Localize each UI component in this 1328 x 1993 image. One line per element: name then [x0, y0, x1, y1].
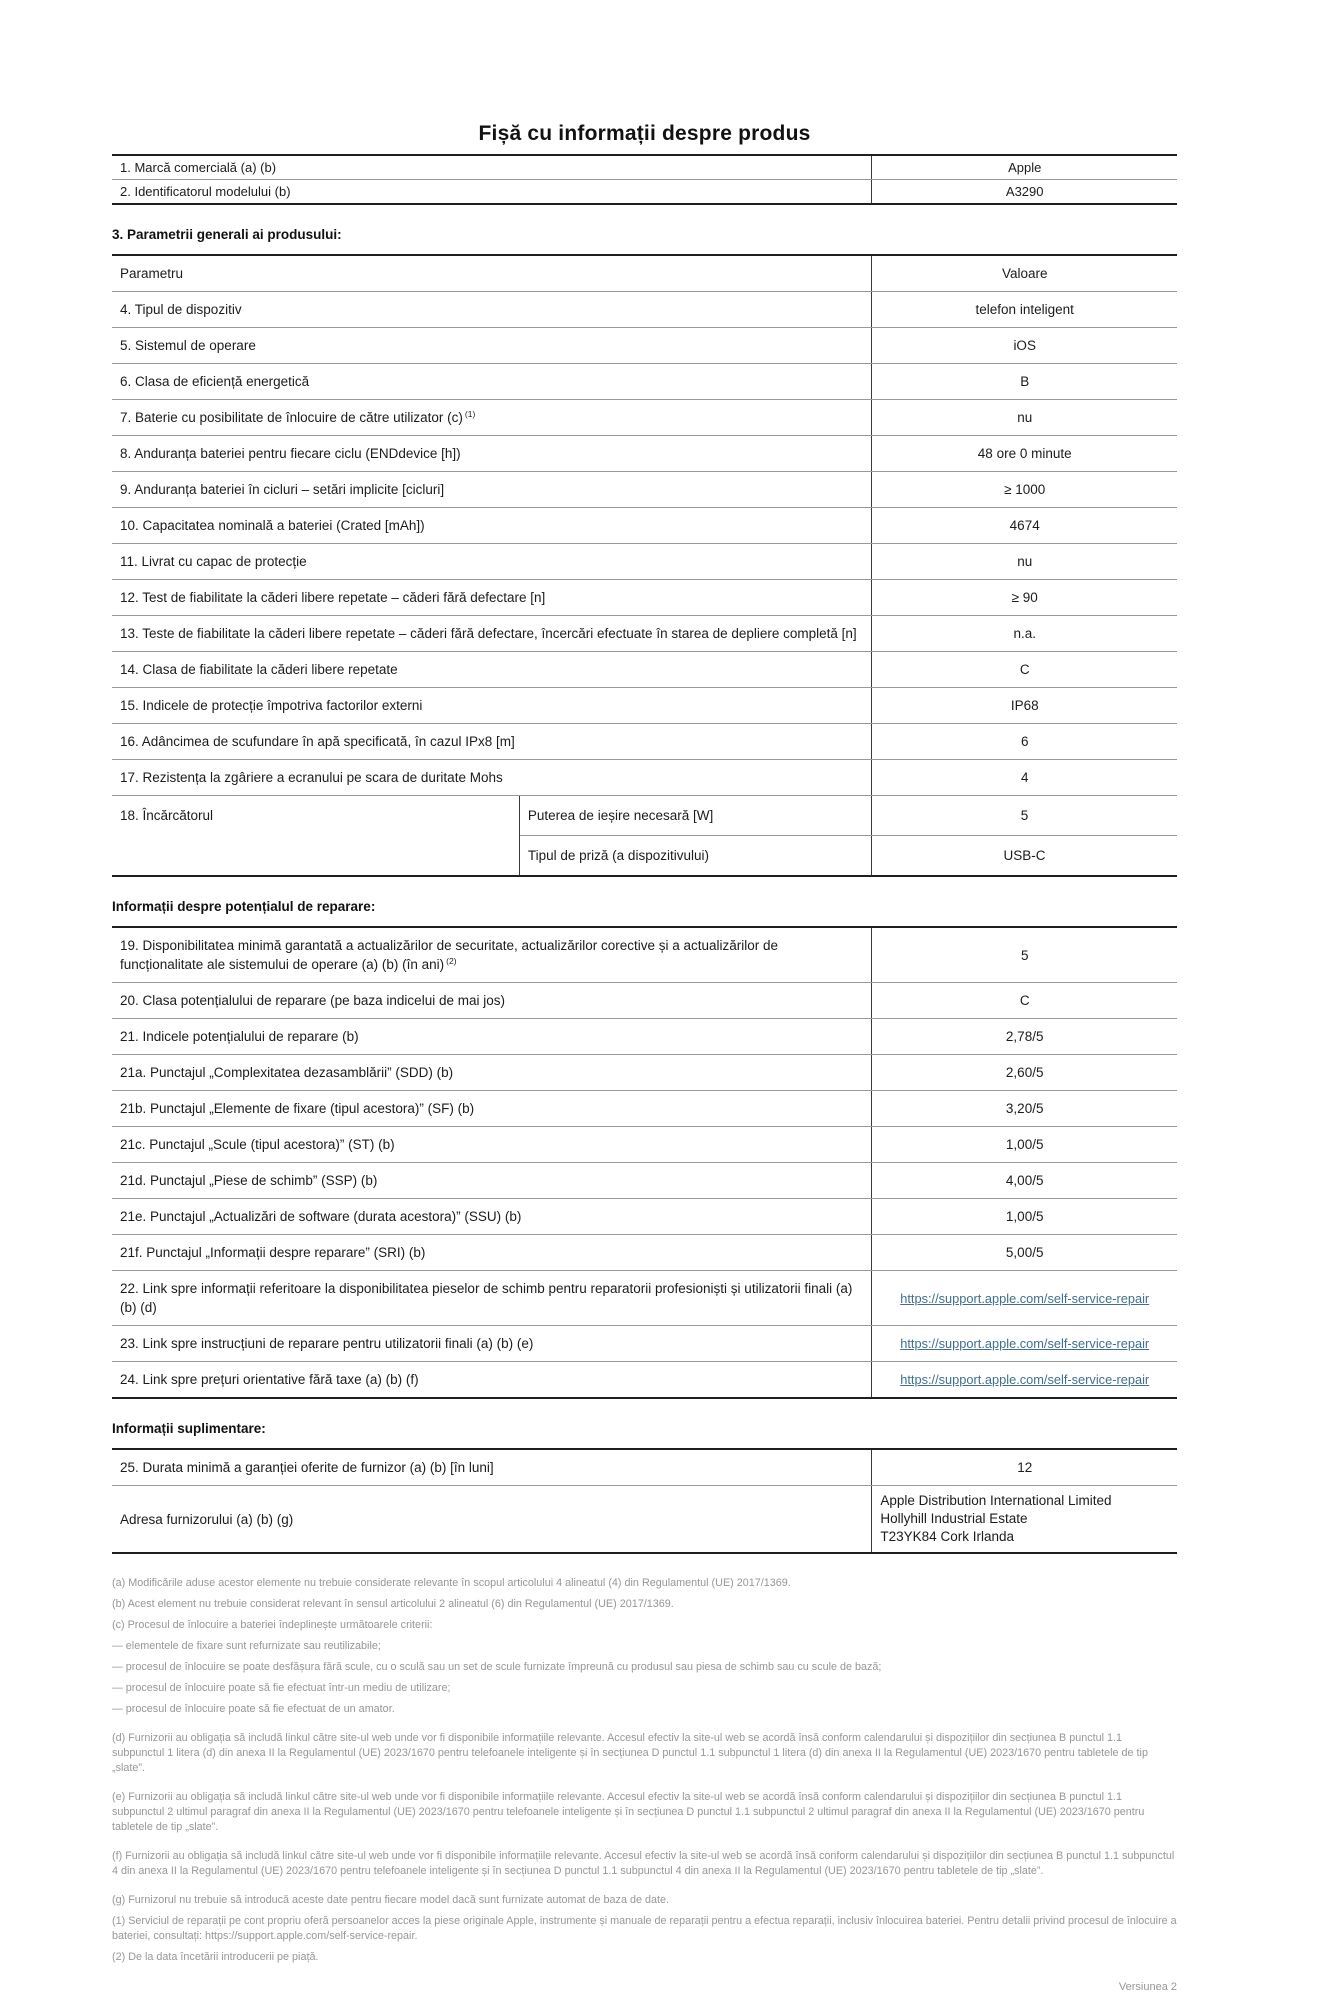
footnote-ref-1: (1) [464, 408, 476, 419]
row-label: 10. Capacitatea nominală a bateriei (Crated [mAh]) [112, 508, 872, 543]
row-value: 1,00/5 [1005, 1209, 1044, 1224]
row-value: 12 [1017, 1460, 1033, 1475]
row-label: 17. Rezistența la zgâriere a ecranului pe scara de duritate Mohs [112, 760, 872, 795]
subrow-value: USB-C [1003, 848, 1046, 863]
table-row [112, 759, 1177, 795]
table-row [112, 1162, 1177, 1198]
table-subrow [520, 796, 1177, 835]
table-row [112, 1325, 1177, 1361]
table-row [112, 1054, 1177, 1090]
document-version: Versiunea 2 [1118, 1981, 1177, 1993]
supplier-address [872, 1486, 1177, 1552]
table-row [112, 687, 1177, 723]
row-label: 4. Tipul de dispozitiv [112, 292, 872, 327]
repairability-table [112, 926, 1177, 1399]
table-row [112, 1270, 1177, 1325]
footnote-c-criterion: — procesul de înlocuire se poate desfășura fără scule, cu o sculă sau un set de scule furnizate împreună cu produsul sau piesa de schimb sau cu scule de bază; [112, 1661, 882, 1673]
row-label: 22. Link spre informații referitoare la disponibilitatea pieselor de schimb pentru reparatorii profesioniști și utilizatorii finali (a) (b) (d) [112, 1271, 872, 1325]
subrow-label: Tipul de priză (a dispozitivului) [520, 836, 872, 875]
table-row [112, 651, 1177, 687]
subrow-value: 5 [1020, 808, 1029, 823]
row-label: 16. Adâncimea de scufundare în apă specificată, în cazul IPx8 [m] [112, 724, 872, 759]
row-value: n.a. [1013, 626, 1036, 641]
row-label: 21e. Punctajul „Actualizări de software (durata acestora)” (SSU) (b) [112, 1199, 872, 1234]
additional-info-table [112, 1448, 1177, 1554]
address-line: Hollyhill Industrial Estate [880, 1511, 1028, 1526]
footnote-1: (1) Serviciul de reparații pe cont propriu oferă persoanelor acces la piese originale Apple, instrumente și manuale de reparații pentru a efectua reparații, inclusiv înlocuirea bateriei. Pentru detalii privind procesul de înlocuire a bateriei, consultați: https://support.apple.com/self-service-repair. [112, 1915, 1177, 1942]
footnote-ref-2: (2) [446, 955, 457, 966]
row-value: 5 [1020, 947, 1029, 963]
table-row [112, 1234, 1177, 1270]
section-heading-general: 3. Parametrii generali ai produsului: [112, 227, 342, 242]
spare-parts-availability-link[interactable]: https://support.apple.com/self-service-repair [900, 1290, 1150, 1306]
row-label: 20. Clasa potențialului de reparare (pe baza indicelui de mai jos) [112, 983, 872, 1018]
row-value [872, 1271, 1177, 1325]
table-row [112, 435, 1177, 471]
column-header-valoare: Valoare [1001, 266, 1048, 281]
row-value: IP68 [1010, 698, 1039, 713]
charger-subtable [520, 796, 1177, 875]
column-header-parametru: Parametru [112, 256, 872, 291]
row-value: nu [1017, 410, 1033, 425]
page-title: Fișă cu informații despre produs [478, 122, 811, 145]
repair-instructions-link[interactable]: https://support.apple.com/self-service-repair [900, 1336, 1150, 1351]
row-label: 1. Marcă comercială (a) (b) [112, 156, 872, 179]
footnote-a: (a) Modificările aduse acestor elemente nu trebuie considerate relevante în scopul articolului 4 alineatul (4) din Regulamentul (UE) 2017/1369. [112, 1577, 791, 1589]
address-line: Apple Distribution International Limited [880, 1493, 1112, 1508]
table-row [112, 1198, 1177, 1234]
table-row [112, 579, 1177, 615]
table-row [112, 291, 1177, 327]
footnote-c-criterion: — procesul de înlocuire poate să fie efectuat într-un mediu de utilizare; [112, 1682, 451, 1694]
identification-table [112, 154, 1177, 205]
table-header-row [112, 256, 1177, 291]
row-label: 24. Link spre prețuri orientative fără taxe (a) (b) (f) [112, 1362, 872, 1397]
row-label: 25. Durata minimă a garanției oferite de furnizor (a) (b) [în luni] [112, 1450, 872, 1485]
footnote-d: (d) Furnizorii au obligația să includă linkul către site-ul web unde vor fi disponibile informațiile relevante. Accesul efectiv la site-ul web se acordă însă conform calendarului și dispozițiilor din secțiunea B punctul 1.1 subpunctul 1 litera (d) din anexa II la Regulamentul (UE) 2023/1670 pentru telefoanele inteligente și în secțiunea D punctul 1.1 subpunctul 1 litera (d) din anexa II la Regulamentul (UE) 2023/1670 pentru tabletele de tip „slate”. [112, 1732, 1148, 1774]
row-value [872, 1362, 1177, 1397]
row-label: 18. Încărcătorul [112, 796, 520, 875]
row-label: 6. Clasa de eficiență energetică [112, 364, 872, 399]
row-value: 4674 [1009, 518, 1040, 533]
row-value: Apple [1008, 160, 1042, 175]
row-label: 21a. Punctajul „Complexitatea dezasamblării” (SDD) (b) [112, 1055, 872, 1090]
table-row [112, 723, 1177, 759]
table-row [112, 1018, 1177, 1054]
row-value: 4,00/5 [1005, 1173, 1044, 1188]
footnote-e: (e) Furnizorii au obligația să includă linkul către site-ul web unde vor fi disponibile informațiile relevante. Accesul efectiv la site-ul web se acordă însă conform calendarului și dispozițiilor din secțiunea B punctul 1.1 subpunctul 2 ultimul paragraf din anexa II la Regulamentul (UE) 2023/1670 pentru telefoanele inteligente și în secțiunea D punctul 1.1 subpunctul 2 ultimul paragraf din anexa II la Regulamentul (UE) 2023/1670 pentru tabletele de tip „slate”. [112, 1791, 1145, 1833]
table-row-supplier-address [112, 1485, 1177, 1552]
row-label: 5. Sistemul de operare [112, 328, 872, 363]
table-row [112, 363, 1177, 399]
footnote-2: (2) De la data încetării introducerii pe piață. [112, 1951, 319, 1963]
row-label: 13. Teste de fiabilitate la căderi libere repetate – căderi fără defectare, încercări efectuate în starea de depliere completă [n] [112, 616, 872, 651]
row-label: 21f. Punctajul „Informații despre reparare” (SRI) (b) [112, 1235, 872, 1270]
table-row [112, 179, 1177, 203]
indicative-prices-link[interactable]: https://support.apple.com/self-service-repair [900, 1372, 1150, 1387]
row-value [872, 1326, 1177, 1361]
row-label: Adresa furnizorului (a) (b) (g) [112, 1486, 872, 1552]
section-heading-repair: Informații despre potențialul de reparare: [112, 899, 376, 914]
row-value: nu [1017, 554, 1033, 569]
table-row [112, 928, 1177, 982]
table-row [112, 1361, 1177, 1397]
row-label: 15. Indicele de protecție împotriva factorilor externi [112, 688, 872, 723]
row-value: 4 [1020, 770, 1029, 785]
footnote-c: (c) Procesul de înlocuire a bateriei îndeplinește următoarele criterii: [112, 1619, 433, 1631]
row-value: 3,20/5 [1005, 1101, 1044, 1116]
row-value: 2,78/5 [1005, 1029, 1044, 1044]
row-value: telefon inteligent [975, 302, 1074, 317]
footnote-b: (b) Acest element nu trebuie considerat relevant în sensul articolului 2 alineatul (6) din Regulamentul (UE) 2017/1369. [112, 1598, 674, 1610]
row-value: 5,00/5 [1005, 1245, 1044, 1260]
row-label: 23. Link spre instrucțiuni de reparare pentru utilizatorii finali (a) (b) (e) [112, 1326, 872, 1361]
row-value: 48 ore 0 minute [977, 446, 1072, 461]
row-label: 21d. Punctajul „Piese de schimb” (SSP) (b) [112, 1163, 872, 1198]
row-value: 2,60/5 [1005, 1065, 1044, 1080]
table-row [112, 471, 1177, 507]
row-value: ≥ 90 [1011, 590, 1038, 605]
table-row [112, 1450, 1177, 1485]
row-value: B [1020, 374, 1030, 389]
footnote-c-criterion: — elementele de fixare sunt refurnizate sau reutilizabile; [112, 1640, 381, 1652]
row-label: 21b. Punctajul „Elemente de fixare (tipul acestora)” (SF) (b) [112, 1091, 872, 1126]
row-label: 12. Test de fiabilitate la căderi libere repetate – căderi fără defectare [n] [112, 580, 872, 615]
footnotes-section [112, 1576, 1177, 1965]
row-label: 2. Identificatorul modelului (b) [112, 180, 872, 203]
row-value: iOS [1013, 338, 1036, 353]
subrow-label: Puterea de ieșire necesară [W] [520, 796, 872, 835]
row-label: 19. Disponibilitatea minimă garantată a actualizărilor de securitate, actualizărilor corective și a actualizărilor de funcționalitate ale sistemului de operare (a) (b) (în ani) $^{(2)}$ [112, 928, 872, 982]
general-parameters-table [112, 254, 1177, 877]
footnote-c-criterion: — procesul de înlocuire poate să fie efectuat de un amator. [112, 1703, 395, 1715]
row-value: ≥ 1000 [1004, 482, 1046, 497]
table-row [112, 615, 1177, 651]
table-row [112, 327, 1177, 363]
table-row [112, 399, 1177, 435]
row-label: 11. Livrat cu capac de protecție [112, 544, 872, 579]
row-label: 21c. Punctajul „Scule (tipul acestora)” (ST) (b) [112, 1127, 872, 1162]
table-row-charger [112, 795, 1177, 875]
row-value: C [1019, 662, 1030, 677]
row-value: 6 [1020, 734, 1029, 749]
table-row [112, 1126, 1177, 1162]
section-heading-additional: Informații suplimentare: [112, 1421, 266, 1436]
row-label: 21. Indicele potențialului de reparare (b) [112, 1019, 872, 1054]
table-row [112, 156, 1177, 179]
table-row [112, 507, 1177, 543]
address-line: T23YK84 Cork Irlanda [880, 1529, 1014, 1544]
product-fiche-document [112, 122, 1177, 1993]
table-row [112, 982, 1177, 1018]
row-label: 9. Anduranța bateriei în cicluri – setări implicite [cicluri] [112, 472, 872, 507]
row-value: A3290 [1005, 184, 1044, 199]
table-row [112, 1090, 1177, 1126]
row-label: 7. Baterie cu posibilitate de înlocuire de către utilizator (c) $^{(1)}$ [112, 400, 872, 435]
footnote-g: (g) Furnizorul nu trebuie să introducă aceste date pentru fiecare model dacă sunt furnizate automat de baza de date. [112, 1894, 669, 1906]
row-label: 8. Anduranța bateriei pentru fiecare ciclu (ENDdevice [h]) [112, 436, 872, 471]
table-subrow [520, 835, 1177, 875]
row-value: C [1019, 993, 1030, 1008]
row-label: 14. Clasa de fiabilitate la căderi libere repetate [112, 652, 872, 687]
table-row [112, 543, 1177, 579]
row-value: 1,00/5 [1005, 1137, 1044, 1152]
footnote-f: (f) Furnizorii au obligația să includă linkul către site-ul web unde vor fi disponibile informațiile relevante. Accesul efectiv la site-ul web se acordă însă conform calendarului și dispozițiilor din secțiunea B punctul 1.1 subpunctul 4 din anexa II la Regulamentul (UE) 2023/1670 pentru telefoanele inteligente și în secțiunea D punctul 1.1 subpunctul 4 din anexa II la Regulamentul (UE) 2023/1670 pentru tabletele de tip „slate”. [112, 1850, 1175, 1877]
